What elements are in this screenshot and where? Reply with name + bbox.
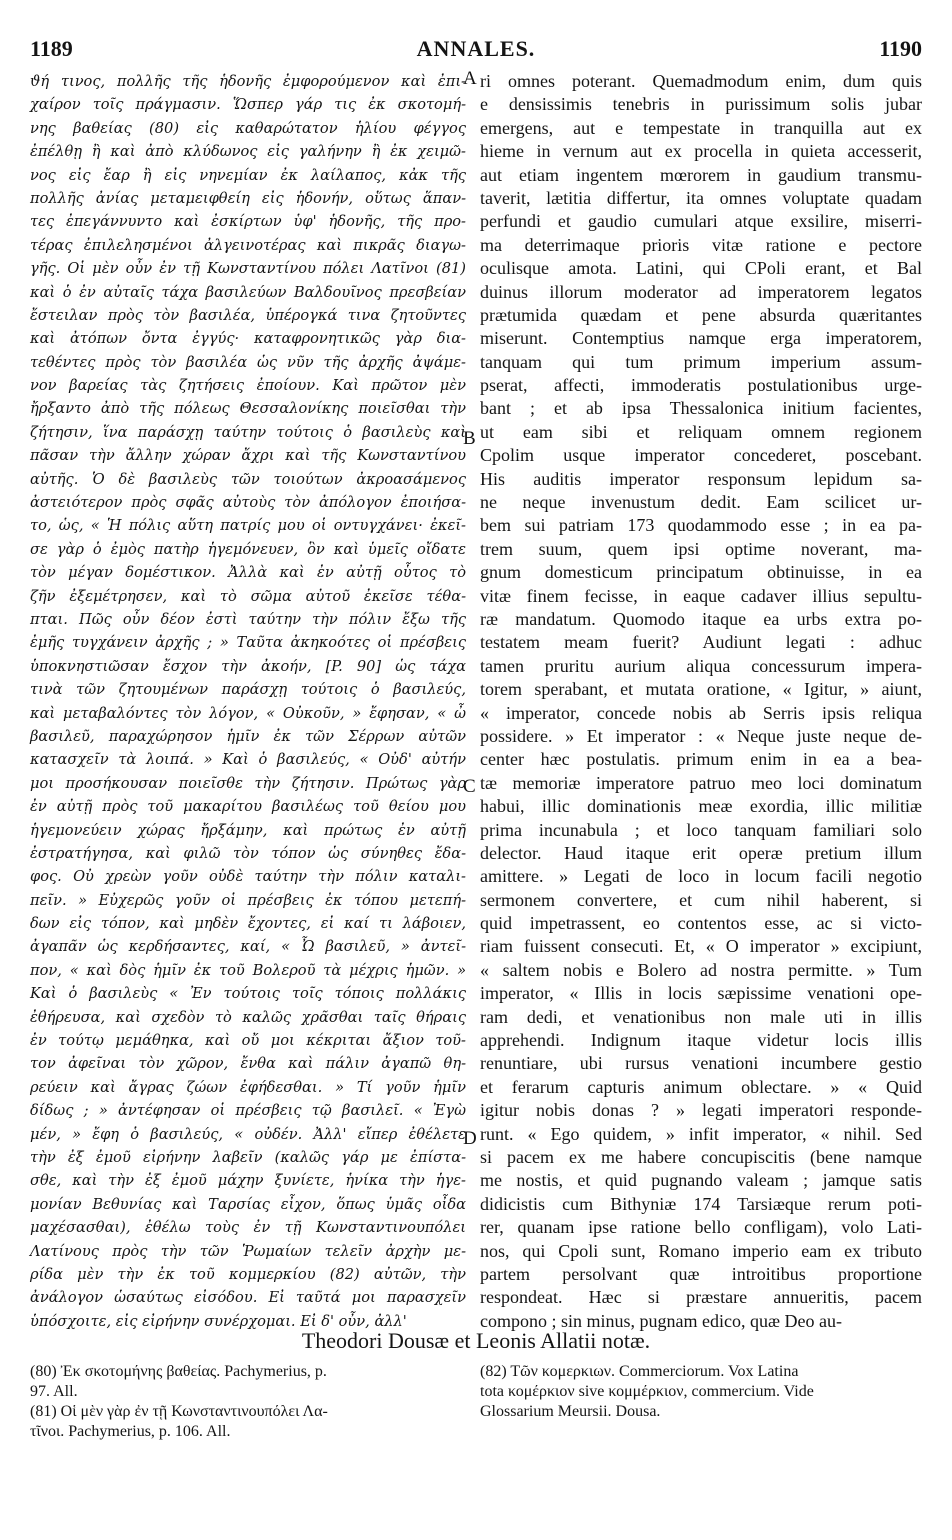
latin-text-line: bem sui patriam 173 quodammodo esse ; in ea pa- bbox=[480, 515, 922, 536]
greek-text-line: τέρας ἐπιλελησμένοι ἀλγεινοτέρας καὶ πικρᾶς διαγω- bbox=[30, 236, 466, 254]
latin-text-line: didicistis cum Bithyniæ 174 Tarsiæque rerum poti- bbox=[480, 1193, 922, 1214]
latin-text-line: perfundi et gaudio cumulari atque exsilire, miserri- bbox=[480, 211, 922, 232]
greek-text-line: μοι προσήκουσαν ποιεῖσθε τὴν ζήτησιν. Πρώτως γὰρ bbox=[30, 774, 466, 792]
latin-text-line: respondeat. Hæc si præstare annueritis, pacem bbox=[480, 1287, 922, 1308]
latin-text-line: partem persolvant quæ introitibus proportione bbox=[480, 1263, 922, 1284]
latin-text-line: torem sperabant, et mutata oratione, « Igitur, » aiunt, bbox=[480, 679, 922, 700]
latin-text-line: ræ mandatum. Quomodo itaque ea urbs extra po- bbox=[480, 608, 922, 629]
latin-text-line: taverit, lætitia differtur, ita omnes voluptate quadam bbox=[480, 187, 922, 208]
greek-text-line: τον ἀφεῖναι τὸν χῶρον, ἔνθα καὶ πάλιν ἀγαπῶ θη- bbox=[30, 1055, 466, 1073]
footnote-line: (82) Τῶν κομερκιων. Commerciorum. Vox Latina bbox=[480, 1363, 799, 1380]
latin-text-column bbox=[480, 70, 922, 1333]
page-number-right: 1190 bbox=[879, 36, 922, 61]
greek-text-line: μαχέσασθαι), ἐθέλω τοὺς ἐν τῇ Κωνσταντινουπόλει bbox=[30, 1219, 466, 1237]
latin-text-line: His auditis imperator responsum lepidum sa- bbox=[480, 468, 922, 489]
latin-text-line: gnum domesticum principatum obtinuisse, in ea bbox=[480, 562, 922, 583]
latin-text-line: et ferarum capturis animum oblectare. » « Quid bbox=[480, 1076, 922, 1097]
latin-text-line: miserunt. Contemptius namque erga imperatorem, bbox=[480, 328, 922, 349]
greek-text-line: νον βαρείας τὰς ζητήσεις ἐποίουν. Καὶ πρῶτον μὲν bbox=[30, 377, 466, 395]
latin-text-line: tamen pruritu aurium aliqua concessurum impera- bbox=[480, 655, 922, 676]
footnote-line: (81) Οἱ μὲν γὰρ ἐν τῇ Κωνσταντινουπόλει Λα- bbox=[30, 1403, 328, 1420]
greek-text-line: νος εἰς ἔαρ ἢ εἰς νηνεμίαν ἐκ λαίλαπος, κἀκ τῆς bbox=[30, 166, 466, 184]
greek-text-line: καὶ μεταβαλόντες τὸν λόγον, « Οὐκοῦν, » ἔφησαν, « ὦ bbox=[30, 704, 466, 722]
section-marker-c: C bbox=[463, 776, 476, 797]
greek-text-line: ϑή τινος, πολλῆς τῆς ἡδονῆς ἐμφορούμενον καὶ ἐπι- bbox=[30, 73, 466, 90]
latin-text-line: ma deterrimaque prioris vitæ ratione e pectore bbox=[480, 234, 922, 255]
footnote-line: tota κομέρκιον sive κομμέρκιον, commercium. Vide bbox=[480, 1383, 814, 1400]
footnote-line: (80) Ἐκ σκοτομήνης βαθείας. Pachymerius, p. bbox=[30, 1363, 327, 1380]
latin-text-line: habui, illic dominationis meæ exordia, illic militiæ bbox=[480, 796, 922, 817]
latin-text-line: igitur nobis donas ? » legati imperatori responde- bbox=[480, 1100, 922, 1121]
latin-text-line: nos, qui Cpoli sunt, Romano imperio eam ex tributo bbox=[480, 1240, 922, 1261]
greek-text-line: ἀνάλογον ὡσαύτως εἰσόδου. Εἰ ταῦτά μοι παρασχεῖν bbox=[30, 1289, 466, 1307]
latin-text-line: apprehendi. Indignum itaque videtur locis illis bbox=[480, 1030, 922, 1051]
greek-text-line: καὶ ὁ ἐν αὐταῖς τάχα βασιλεύων Βαλδουῖνος πρεσβείαν bbox=[30, 283, 466, 301]
greek-text-line: ἀστειότερον πρὸς σφᾶς αὐτοὺς τὸν ἀπόλογον ἐποιήσα- bbox=[30, 494, 466, 512]
latin-text-line: center hæc postulatis. primum enim in ea a bea- bbox=[480, 749, 922, 770]
latin-text-line: renuntiare, ubi rursus venationi incumbere gestio bbox=[480, 1053, 922, 1074]
notes-left bbox=[30, 1362, 460, 1442]
latin-text-line: ram dedi, et venationibus non male uti in illis bbox=[480, 1006, 922, 1027]
greek-text-line: γῆς. Οἱ μὲν οὖν ἐν τῇ Κωνσταντίνου πόλει Λατῖνοι (81) bbox=[30, 260, 466, 278]
greek-text-line: βασιλεῦ, παραχώρησον ἡμῖν ἐκ τῶν Σέρρων αὐτῶν bbox=[30, 727, 466, 745]
latin-text-line: Cpolim usque imperator concederet, poscebant. bbox=[480, 445, 922, 466]
running-head: ANNALES. bbox=[416, 36, 536, 61]
greek-text-line: χαίρον τοῖς πράγμασιν. Ὥσπερ γάρ τις ἐκ σκοτομή- bbox=[30, 96, 466, 114]
latin-text-line: imperator, « Illis in locis sæpissime venationi ope- bbox=[480, 983, 922, 1004]
greek-text-line: ἐν αὐτῇ πρὸς τοῦ μακαρίτου βασιλέως τοῦ θείου μου bbox=[30, 798, 466, 816]
section-marker-b: B bbox=[463, 428, 476, 449]
latin-text-line: « imperator, concede nobis ab Serris ipsis reliqua bbox=[480, 702, 922, 723]
latin-text-line: possidere. » Et imperator : « Neque juste neque de- bbox=[480, 725, 922, 746]
greek-text-line: τὴν ἐξ ἐμοῦ εἰρήνην λαβεῖν (καλῶς γάρ με ἐπίστα- bbox=[30, 1148, 466, 1166]
latin-text-line: prima incunabula ; et loco tanquam familiari solo bbox=[480, 819, 922, 840]
greek-text-column bbox=[30, 70, 466, 1333]
greek-text-line: ὑπόσχοιτε, εἰς εἰρήνην συνέρχομαι. Εἰ δ' οὖν, ἀλλ' bbox=[30, 1312, 407, 1330]
latin-text-line: prætumida quædam et pene absurda quæritantes bbox=[480, 304, 922, 325]
greek-text-line: ἐμῆς τυγχάνειν ἀρχῆς ; » Ταῦτα ἀκηκοότες οἱ πρέσβεις bbox=[30, 634, 466, 652]
greek-text-line: πεῖν. » Εὐχερῶς γοῦν οἱ πρέσβεις ἐκ τόπου μετεπή- bbox=[30, 891, 466, 909]
greek-text-line: κατασχεῖν τὰ λοιπά. » Καὶ ὁ βασιλεύς, « Οὐδ' αὐτήν bbox=[30, 751, 466, 769]
latin-text-line: ut eam sibi et reliquam omnem regionem bbox=[480, 421, 922, 442]
latin-text-line: quid impetrassent, eo contentos esse, ac si victo- bbox=[480, 913, 922, 934]
greek-text-line: τὸν μέγαν δομέστικον. Ἀλλὰ καὶ ἐν αὐτῇ οὗτος τὸ bbox=[30, 564, 466, 582]
greek-text-line: ὑποκνηστιῶσαν ἔσχον τὴν ἀκοήν, [P. 90] ὡς τάχα bbox=[30, 657, 466, 675]
latin-text-line: rer, quanam ipse ratione bello confligam), volo Lati- bbox=[480, 1217, 922, 1238]
greek-text-line: τεθέντες πρὸς τὸν βασιλέα ὡς νῦν τῆς ἀρχῆς ἀψάμε- bbox=[30, 353, 466, 371]
greek-text-line: αὐτῆς. Ὁ δὲ βασιλεὺς τῶν τοιούτων ἀκροασάμενος bbox=[30, 470, 466, 488]
greek-text-line: τινὰ τῶν ζητουμένων παράσχῃ τούτοις ὁ βασιλεύς, bbox=[30, 681, 466, 699]
greek-text-line: ἔστειλαν πρὸς τὸν βασιλέα, ὑπέρογκά τινα ζητοῦντες bbox=[30, 306, 466, 324]
greek-text-line: τες ἐπεγάννυντο καὶ ἐσκίρτων ὑφ' ἡδονῆς, τῆς προ- bbox=[30, 213, 466, 231]
latin-text-line: hieme in vernum aut ex procella in quieta accesserit, bbox=[480, 141, 922, 162]
latin-text-line: me nostis, et quid pugnando valeam ; jamque satis bbox=[480, 1170, 922, 1191]
greek-text-line: ἤρξαντο ἀπὸ τῆς πόλεως Θεσσαλονίκης ποιεῖσθαι τὴν bbox=[30, 400, 466, 418]
latin-text-line: si pacem ex me habere concupiscitis (bene namque bbox=[480, 1146, 922, 1167]
greek-text-line: νης βαθείας (80) εἰς καθαρώτατον ἡλίου φέγγος bbox=[30, 119, 466, 137]
greek-text-line: ἀγαπᾶν ὡς κερδήσαντες, καί, « Ὦ βασιλεῦ, » ἀντεῖ- bbox=[30, 938, 466, 956]
greek-text-line: Καὶ ὁ βασιλεὺς « Ἐν τούτοις τοῖς τόποις πολλάκις bbox=[30, 985, 466, 1003]
latin-text-line: oculisque amota. Latini, qui CPoli erant, et Bal bbox=[480, 258, 922, 279]
greek-text-line: πᾶσαν τὴν ἄλλην χώραν ἄχρι καὶ τῆς Κωνσταντίνου bbox=[30, 447, 466, 465]
latin-text-line: sermonem convertere, et cum nihil haberent, si bbox=[480, 889, 922, 910]
greek-text-line: δων εἰς τόπον, καὶ μηδὲν ἔχοντες, εἰ καί τι λάβοιεν, bbox=[30, 915, 466, 933]
latin-text-line: e densissimis tenebris in purissimum solis jubar bbox=[480, 94, 922, 115]
latin-text-line: trem suum, quem ipsi optime noverant, ma- bbox=[480, 538, 922, 559]
notes-right bbox=[480, 1362, 920, 1422]
section-marker-d: D bbox=[463, 1128, 477, 1149]
footnote-line: 97. All. bbox=[30, 1383, 78, 1400]
greek-text-line: ἡγεμονεύειν χώρας ἤρξάμην, καὶ πρώτως ἐν αὐτῇ bbox=[30, 821, 466, 839]
latin-text-line: emergens, aut e tempestate in tranquilla aut ex bbox=[480, 117, 922, 138]
greek-text-line: το, ὡς, « Ἡ πόλις αὕτη πατρίς μου οἱ οντυγχάνει· ἐκεῖ- bbox=[30, 517, 466, 535]
footnote-line: Glossarium Meursii. Dousa. bbox=[480, 1403, 661, 1420]
latin-text-line: riam fuissent consecuti. Et, « O imperator » excipiunt, bbox=[480, 936, 922, 957]
page-number-left: 1189 bbox=[30, 36, 73, 61]
greek-text-line: πται. Πῶς οὖν δέον ἐστὶ ταύτην τὴν πόλιν ἔξω τῆς bbox=[30, 610, 466, 628]
greek-text-line: ζήτησιν, ἵνα παράσχῃ ταύτην τούτοις ὁ βασιλεὺς καὶ bbox=[30, 423, 466, 441]
greek-text-line: ρεύειν καὶ ἄγρας ζώων ἐφήδεσθαι. » Τί γοῦν ἡμῖν bbox=[30, 1078, 466, 1096]
latin-text-line: amittere. » Legati de loco in locum facili negotio bbox=[480, 866, 922, 887]
greek-text-line: ἐθήρευσα, καὶ σχεδὸν τὸ καλῶς χρᾶσθαι ταῖς θήραις bbox=[30, 1008, 466, 1026]
latin-text-line: vitæ finem fecisse, in eaque cadaver illius sepultu- bbox=[480, 585, 922, 606]
latin-text-line: tanquam qui tum primum imperium assum- bbox=[480, 351, 922, 372]
greek-text-line: φος. Οὐ χρεὼν γοῦν οὐδὲ ταύτην τὴν πόλιν καταλι- bbox=[30, 868, 466, 886]
latin-text-line: runt. « Ego quidem, » infit imperator, « nihil. Sed bbox=[480, 1123, 922, 1144]
greek-text-line: δίδως ; » ἀντέφησαν οἱ πρέσβεις τῷ βασιλεῖ. « Ἐγὼ bbox=[30, 1102, 466, 1120]
latin-text-line: compono ; sin minus, pugnam edico, quæ Deo au- bbox=[480, 1310, 842, 1331]
latin-text-line: pserat, affecti, immoderatis postulationibus urge- bbox=[480, 375, 922, 396]
greek-text-line: πον, « καὶ δὸς ἡμῖν ἐκ τοῦ Βολεροῦ τὰ μέχρις ἡμῶν. » bbox=[30, 961, 466, 979]
greek-text-line: ζῆν ἐξεμέτρησεν, καὶ τὸ σῶμα αὐτοῦ ἐκεῖσε τέθα- bbox=[30, 587, 466, 605]
latin-text-line: tæ memoriæ imperatore patruo meo loci dominatum bbox=[480, 772, 922, 793]
greek-text-line: ἐστρατήγησα, καὶ φιλῶ τὸν τόπον ὡς σύνηθες ἔδα- bbox=[30, 844, 466, 862]
greek-text-line: καὶ ἀτόπων ὄντα ἐγγύς· καταφρονητικῶς γὰρ δια- bbox=[30, 330, 466, 348]
footnote-line: τῖνοι. Pachymerius, p. 106. All. bbox=[30, 1423, 231, 1440]
greek-text-line: μέν, » ἔφη ὁ βασιλεύς, « οὐδέν. Ἀλλ' εἴπερ ἐθέλετε bbox=[30, 1125, 466, 1143]
latin-text-line: testatem meam fuerit? Audiunt legati : adhuc bbox=[480, 632, 922, 653]
latin-text-line: duinus illorum moderator ad imperatorem legatos bbox=[480, 281, 922, 302]
greek-text-line: ἐν τούτῳ μεμάθηκα, καὶ οὔ μοι κέκριται ἄξιον τοῦ- bbox=[30, 1032, 466, 1050]
greek-text-line: μονίαν Βεθυνίας καὶ Ταρσίας εἶχον, ὅπως ὑμᾶς οἶδα bbox=[30, 1195, 466, 1213]
notes-heading: Theodori Dousæ et Leonis Allatii notæ. bbox=[301, 1328, 651, 1353]
greek-text-line: σε γὰρ ὁ ἐμὸς πατὴρ ἡγεμόνευεν, ὃν καὶ ὑμεῖς οἴδατε bbox=[30, 540, 466, 558]
greek-text-line: ρίδα μὲν τὴν ἐκ τοῦ κομμερκίου (82) αὐτῶν, τὴν bbox=[30, 1265, 466, 1283]
latin-text-line: ne neque invenustum dedit. Eam scilicet ur- bbox=[480, 492, 922, 513]
latin-text-line: bant ; et ab ipsa Thessalonica initium facientes, bbox=[480, 398, 922, 419]
latin-text-line: « saltem nobis e Bolero ad nostra permitte. » Tum bbox=[480, 959, 922, 980]
latin-text-line: aut etiam ingentem mœrorem in gaudium transmu- bbox=[480, 164, 922, 185]
latin-text-line: ri omnes poterant. Quemadmodum enim, dum quis bbox=[480, 71, 922, 91]
latin-text-line: delector. Haud itaque erit operæ pretium illum bbox=[480, 842, 922, 863]
section-marker-a: A bbox=[463, 68, 477, 89]
greek-text-line: ἐπέλθῃ ἢ καὶ ἀπὸ κλύδωνος εἰς γαλήνην ἢ ἐκ χειμῶ- bbox=[30, 143, 466, 161]
greek-text-line: σθε, καὶ τὴν ἐξ ἐμοῦ μάχην ξυνίετε, ἡνίκα τὴν ἡγε- bbox=[30, 1172, 466, 1190]
greek-text-line: πολλῆς ἀνίας μεταμειφθείη εἰς ἡδονήν, οὕτως ἅπαν- bbox=[30, 189, 466, 207]
greek-text-line: Λατίνους πρὸς τὴν τῶν Ῥωμαίων τελεῖν ἀρχὴν με- bbox=[30, 1242, 466, 1260]
